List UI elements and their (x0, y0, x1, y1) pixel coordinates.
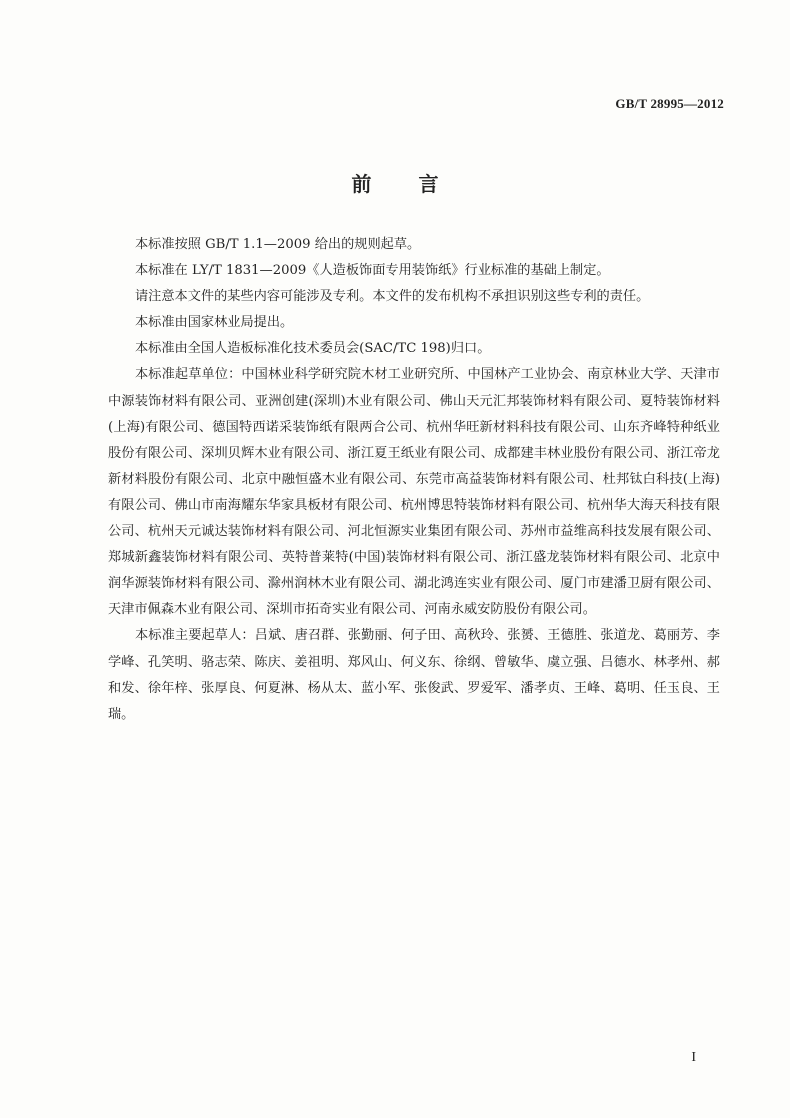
paragraph-drafting-rules: 本标准按照 GB/T 1.1—2009 给出的规则起草。 (135, 237, 421, 252)
paragraph-proposer: 本标准由国家林业局提出。 (135, 315, 294, 331)
paragraph-drafting-units: 本标准起草单位：中国林业科学研究院木材工业研究所、中国林产工业协会、南京林业大学、天津市中源装饰材料有限公司、亚洲创建(深圳)木业有限公司、佛山天元汇邦装饰材料有限公司、夏特装饰材料(上海)有限公司、德国特西诺采装饰纸有限两合公司、杭州华旺新材料科技有限公司、山东齐峰特种纸业股份有限公司、深圳贝辉木业有限公司、浙江夏王纸业有限公司、成都建丰林业股份有限公司、浙江帝龙新材料股份有限公司、北京中融恒盛木业有限公司、东莞市高益装饰材料有限公司、杜邦钛白科技(上海)有限公司、佛山市南海耀东华家具板材有限公司、杭州博思特装饰材料有限公司、杭州华大海天科技有限公司、杭州天元诚达装饰材料有限公司、河北恒源实业集团有限公司、苏州市益维高科技发展有限公司、郑城新鑫装饰材料有限公司、英特普莱特(中国)装饰材料有限公司、浙江盛龙装饰材料有限公司、北京中润华源装饰材料有限公司、滁州润林木业有限公司、湖北鸿连实业有限公司、厦门市建潘卫厨有限公司、天津市佩森木业有限公司、深圳市拓奇实业有限公司、河南永威安防股份有限公司。 (108, 367, 720, 618)
paragraph-patent-notice: 请注意本文件的某些内容可能涉及专利。本文件的发布机构不承担识别这些专利的责任。 (135, 289, 650, 305)
foreword-body (108, 232, 720, 728)
standard-number: GB/T 28995—2012 (615, 96, 724, 111)
page-title: 前 言 (351, 172, 459, 196)
paragraph-committee: 本标准由全国人造板标准化技术委员会(SAC/TC 198)归口。 (135, 341, 491, 357)
page-number: I (691, 1050, 696, 1065)
paragraph-basis: 本标准在 LY/T 1831—2009《人造板饰面专用装饰纸》行业标准的基础上制定。 (135, 263, 610, 279)
paragraph-drafters: 本标准主要起草人：吕斌、唐召群、张勤丽、何子田、高秋玲、张赟、王德胜、张道龙、葛丽芳、李学峰、孔笑明、骆志荣、陈庆、姜祖明、郑风山、何义东、徐纲、曾敏华、虞立强、吕德水、林孝州、郝和发、徐年梓、张厚良、何夏淋、杨从太、蓝小军、张俊武、罗爱军、潘孝贞、王峰、葛明、任玉良、王瑞。 (108, 628, 720, 722)
